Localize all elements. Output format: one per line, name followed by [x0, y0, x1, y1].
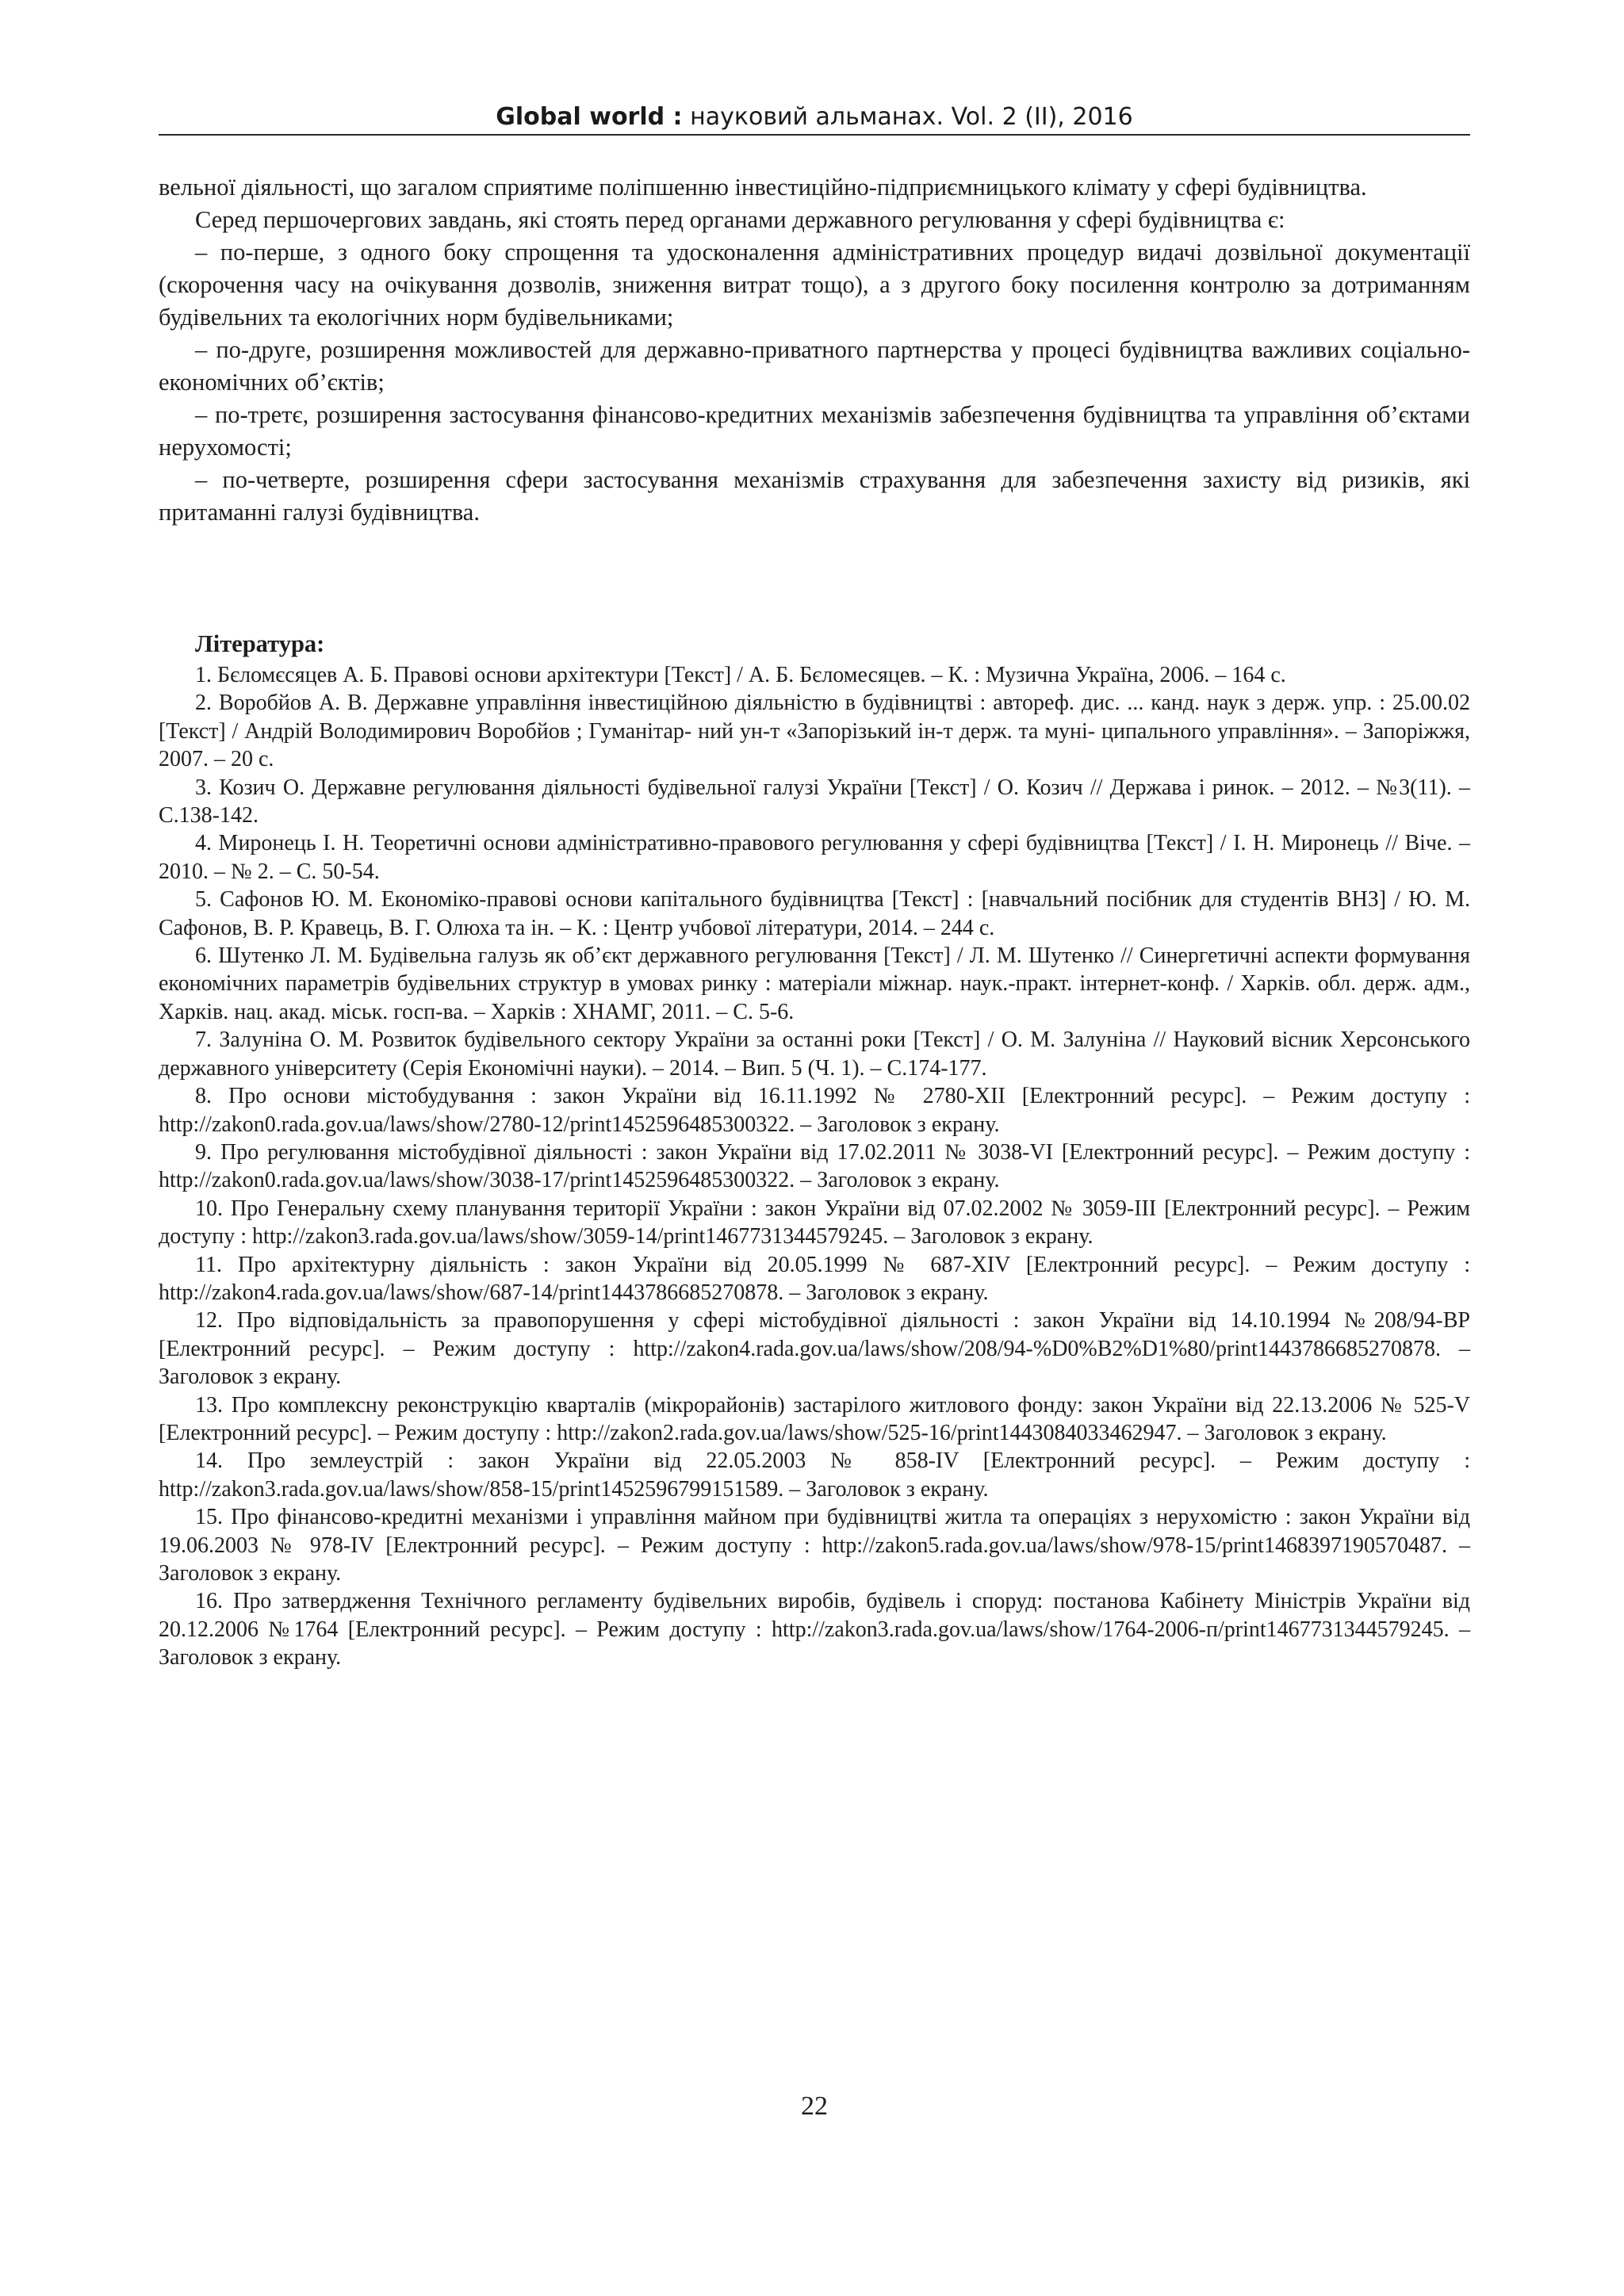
body-paragraph: – по-четверте, розширення сфери застосування механізмів страхування для забезпечення захисту від ризиків, які притаманні галузі будівництва. [159, 466, 1470, 526]
reference-item: 11. Про архітектурну діяльність : закон України від 20.05.1999 № 687-XIV [Електронний ресурс]. – Режим доступу : http://zakon4.rada.gov.ua/laws/show/687-14/print1443786685270878. – Заголовок з екрану. [159, 1252, 1470, 1305]
reference-item: 1. Бєломєсяцев А. Б. Правові основи архітектури [Текст] / А. Б. Бєломесяцев. – К. : Музична Україна, 2006. – 164 с. [195, 663, 1286, 687]
reference-item: 5. Сафонов Ю. М. Економіко-правові основи капітального будівництва [Текст] : [навчальний посібник для студентів ВНЗ] / Ю. М. Сафонов, В. Р. Кравець, В. Г. Олюха та ін. – К. : Центр учбової літератури, 2014. – 244 с. [159, 887, 1470, 940]
reference-item: 3. Козич О. Державне регулювання діяльності будівельної галузі України [Текст] / О. Козич // Держава і ринок. – 2012. – №3(11). – С.138-142. [159, 775, 1470, 828]
reference-item: 6. Шутенко Л. М. Будівельна галузь як об’єкт державного регулювання [Текст] / Л. М. Шутенко // Синергетичні аспекти формування економічних параметрів будівельних структур в умовах ринку : матеріали міжнар. наук.-практ. інтернет-конф. / Харків. обл. держ. адм., Харків. нац. акад. міськ. госп-ва. – Харків : ХНАМГ, 2011. – С. 5-6. [159, 943, 1470, 1024]
body-paragraph: – по-перше, з одного боку спрощення та удосконалення адміністративних процедур видачі дозвільної документації (скорочення часу на очікування дозволів, зниження витрат тощо), а з другого боку посилення контролю за дотриманням будівельних та екологічних норм будівельниками; [159, 239, 1470, 331]
reference-item: 7. Залуніна О. М. Розвиток будівельного сектору України за останні роки [Текст] / О. М. Залуніна // Науковий вісник Херсонського державного університету (Серія Економічні науки). – 2014. – Вип. 5 (Ч. 1). – С.174-177. [159, 1027, 1470, 1081]
journal-issue-info: науковий альманах. Vol. 2 (II), 2016 [682, 103, 1133, 131]
body-paragraph: – по-третє, розширення застосування фінансово-кредитних механізмів забезпечення будівництва та управління об’єктами нерухомості; [159, 401, 1470, 461]
document-page [159, 0, 1470, 2296]
literature-heading: Література: [195, 630, 325, 657]
body-paragraph: – по-друге, розширення можливостей для державно-приватного партнерства у процесі будівництва важливих соціально-економічних об’єктів; [159, 336, 1470, 396]
body-paragraph: Серед першочергових завдань, які стоять перед органами державного регулювання у сфері будівництва є: [195, 206, 1285, 233]
body-text [159, 171, 1470, 529]
journal-title: Global world : [496, 103, 683, 131]
header-divider [159, 134, 1470, 136]
running-header [159, 103, 1470, 132]
page-number: 22 [801, 2091, 828, 2121]
reference-item: 9. Про регулювання містобудівної діяльності : закон України від 17.02.2011 № 3038-VI [Електронний ресурс]. – Режим доступу : http://zakon0.rada.gov.ua/laws/show/3038-17/print1452596485300322. – Заголовок з екрану. [159, 1139, 1470, 1193]
reference-item: 12. Про відповідальність за правопорушення у сфері містобудівної діяльності : закон України від 14.10.1994 №208/94-ВР [Електронний ресурс]. – Режим доступу : http://zakon4.rada.gov.ua/laws/show/208/94-%D0%B2%D1%80/print1443786685270878. – Заголовок з екрану. [159, 1308, 1470, 1390]
reference-item: 8. Про основи містобудування : закон України від 16.11.1992 № 2780-XII [Електронний ресурс]. – Режим доступу : http://zakon0.rada.gov.ua/laws/show/2780-12/print1452596485300322. – Заголовок з екрану. [159, 1084, 1470, 1137]
reference-item: 15. Про фінансово-кредитні механізми і управління майном при будівництві житла та операціях з нерухомістю : закон України від 19.06.2003 № 978-IV [Електронний ресурс]. – Режим доступу : http://zakon5.rada.gov.ua/laws/show/978-15/print1468397190570487. – Заголовок з екрану. [159, 1505, 1470, 1586]
body-paragraph: вельної діяльності, що загалом сприятиме поліпшенню інвестиційно-підприємницького клімату у сфері будівництва. [159, 174, 1367, 201]
reference-item: 13. Про комплексну реконструкцію кварталів (мікрорайонів) застарілого житлового фонду: закон України від 22.13.2006 № 525-V [Електронний ресурс]. – Режим доступу : http://zakon2.rada.gov.ua/laws/show/525-16/print1443084033462947. – Заголовок з екрану. [159, 1392, 1470, 1445]
reference-list [159, 661, 1470, 1672]
reference-item: 16. Про затвердження Технічного регламенту будівельних виробів, будівель і споруд: постанова Кабінету Міністрів України від 20.12.2006 №1764 [Електронний ресурс]. – Режим доступу : http://zakon3.rada.gov.ua/laws/show/1764-2006-п/print1467731344579245. – Заголовок з екрану. [159, 1589, 1470, 1670]
reference-item: 2. Воробйов А. В. Державне управління інвестиційною діяльністю в будівництві : автореф. дис. ... канд. наук з держ. упр. : 25.00.02 [Текст] / Андрій Володимирович Воробйов ; Гуманітар- ний ун-т «Запорізький ін-т держ. та муні- ципального управління». – Запоріжжя, 2007. – 20 с. [159, 691, 1470, 772]
reference-item: 14. Про землеустрій : закон України від 22.05.2003 № 858-IV [Електронний ресурс]. – Режим доступу : http://zakon3.rada.gov.ua/laws/show/858-15/print1452596799151589. – Заголовок з екрану. [159, 1448, 1470, 1502]
reference-item: 4. Миронець І. Н. Теоретичні основи адміністративно-правового регулювання у сфері будівництва [Текст] / І. Н. Миронець // Віче. – 2010. – № 2. – С. 50-54. [159, 831, 1470, 884]
reference-item: 10. Про Генеральну схему планування території України : закон України від 07.02.2002 № 3059-III [Електронний ресурс]. – Режим доступу : http://zakon3.rada.gov.ua/laws/show/3059-14/print1467731344579245. – Заголовок з екрану. [159, 1196, 1470, 1249]
